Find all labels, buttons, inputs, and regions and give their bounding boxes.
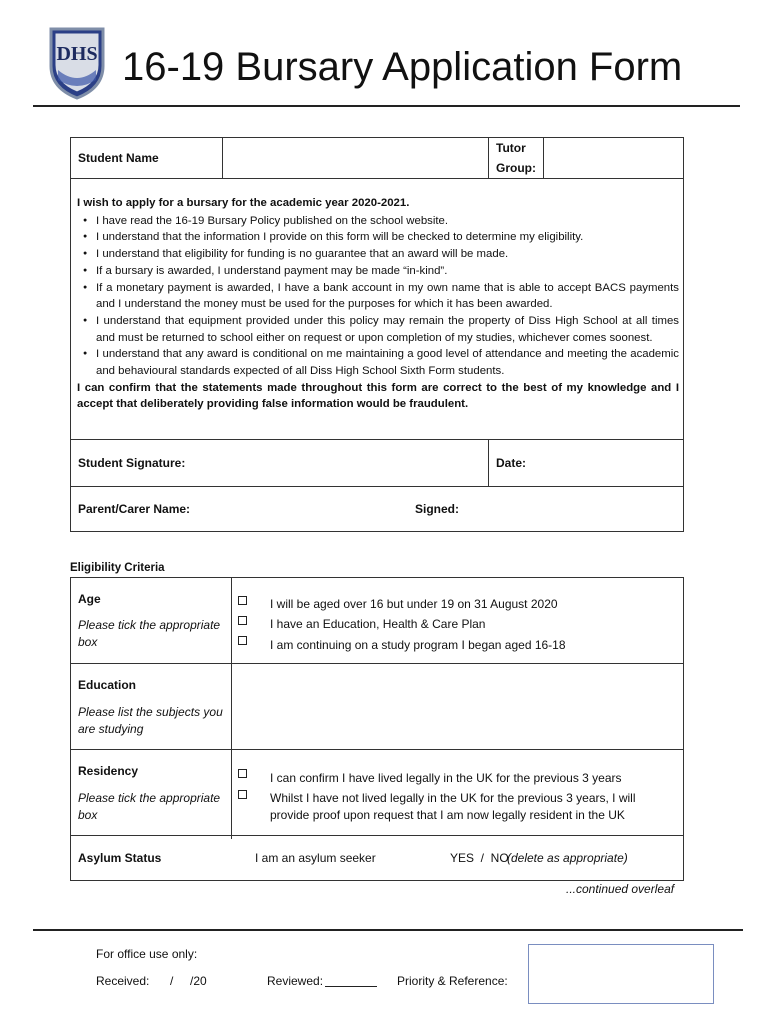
student-signature-field[interactable] <box>200 441 485 484</box>
parent-signed-field[interactable] <box>465 488 682 530</box>
received-label: Received: <box>96 974 150 988</box>
office-heading: For office use only: <box>96 947 198 961</box>
asylum-yes-no[interactable]: YES / NO <box>450 851 509 865</box>
age-checkbox-1[interactable] <box>238 596 247 605</box>
declaration-list <box>77 213 679 380</box>
priority-reference-box[interactable] <box>528 944 714 1004</box>
student-name-field[interactable] <box>224 139 486 176</box>
parent-name-field[interactable] <box>205 488 405 530</box>
residency-hint: Please tick the appropriate box <box>78 791 221 822</box>
continued-overleaf: ...continued overleaf <box>566 882 675 896</box>
residency-option-2: Whilst I have not lived legally in the UK for the previous 3 years, I will provide proof upon request that I am now legally resident in the UK <box>270 791 636 822</box>
declaration-heading: I wish to apply for a bursary for the academic year 2020-2021. <box>77 197 410 209</box>
residency-option-1: I can confirm I have lived legally in the UK for the previous 3 years <box>270 771 622 785</box>
tutor-label-line2: Group: <box>496 161 536 175</box>
declaration-item: ● I understand that the information I provide on this form will be checked to determine my eligibility. <box>77 229 679 246</box>
residency-checkbox-2[interactable] <box>238 790 247 799</box>
page-title: 16-19 Bursary Application Form <box>122 45 683 89</box>
age-checkbox-3[interactable] <box>238 636 247 645</box>
parent-name-label: Parent/Carer Name: <box>78 502 191 516</box>
declaration-item: ● If a bursary is awarded, I understand payment may be made “in-kind”. <box>77 263 679 280</box>
office-divider <box>33 929 743 931</box>
age-checkbox-2[interactable] <box>238 616 247 625</box>
reviewed-label: Reviewed: <box>267 974 324 988</box>
age-label: Age <box>78 592 101 606</box>
signed-label: Signed: <box>415 502 459 516</box>
priority-reference-label: Priority & Reference: <box>397 974 508 988</box>
residency-label: Residency <box>78 764 139 778</box>
date-field[interactable] <box>535 441 682 484</box>
date-label: Date: <box>496 456 527 470</box>
svg-text:DHS: DHS <box>56 43 98 65</box>
reviewed-line[interactable] <box>325 986 377 987</box>
asylum-note: (delete as appropriate) <box>507 851 628 865</box>
asylum-label: Asylum Status <box>78 851 162 865</box>
asylum-statement: I am an asylum seeker <box>255 851 376 865</box>
declaration-item: ● I understand that equipment provided under this policy may remain the property of Diss High School at all times and must be returned to school either on request or upon completion of my studies, whichever comes soonest. <box>77 313 679 346</box>
education-hint: Please list the subjects you are studying <box>78 705 223 736</box>
age-hint: Please tick the appropriate box <box>78 618 221 649</box>
declaration-block <box>77 195 679 413</box>
tutor-label-line1: Tutor <box>496 141 526 155</box>
student-name-label: Student Name <box>78 151 159 165</box>
tutor-group-field[interactable] <box>545 139 682 176</box>
residency-checkbox-1[interactable] <box>238 769 247 778</box>
age-option-1: I will be aged over 16 but under 19 on 31 August 2020 <box>270 597 558 611</box>
education-label: Education <box>78 678 137 692</box>
declaration-confirmation: I can confirm that the statements made throughout this form are correct to the best of my knowledge and I accept that deliberately providing false information would be fraudulent. <box>77 381 679 411</box>
declaration-item: ● If a monetary payment is awarded, I have a bank account in my own name that is able to accept BACS payments and I understand the money must be used for the purposes for which it has been awarded. <box>77 280 679 313</box>
eligibility-section-title: Eligibility Criteria <box>70 562 165 574</box>
declaration-item: ● I have read the 16-19 Bursary Policy published on the school website. <box>77 213 679 230</box>
education-subjects-field[interactable] <box>233 665 682 747</box>
age-option-3: I am continuing on a study program I began aged 16-18 <box>270 638 566 652</box>
school-crest-logo <box>48 26 106 100</box>
received-value: / /20 <box>170 974 207 988</box>
title-divider <box>33 105 740 107</box>
age-option-2: I have an Education, Health & Care Plan <box>270 617 486 631</box>
declaration-item: ● I understand that eligibility for funding is no guarantee that an award will be made. <box>77 246 679 263</box>
student-signature-label: Student Signature: <box>78 456 186 470</box>
declaration-item: ● I understand that any award is conditional on me maintaining a good level of attendance and meeting the academic and behavioural standards expected of all Diss High School Sixth Form students. <box>77 346 679 379</box>
